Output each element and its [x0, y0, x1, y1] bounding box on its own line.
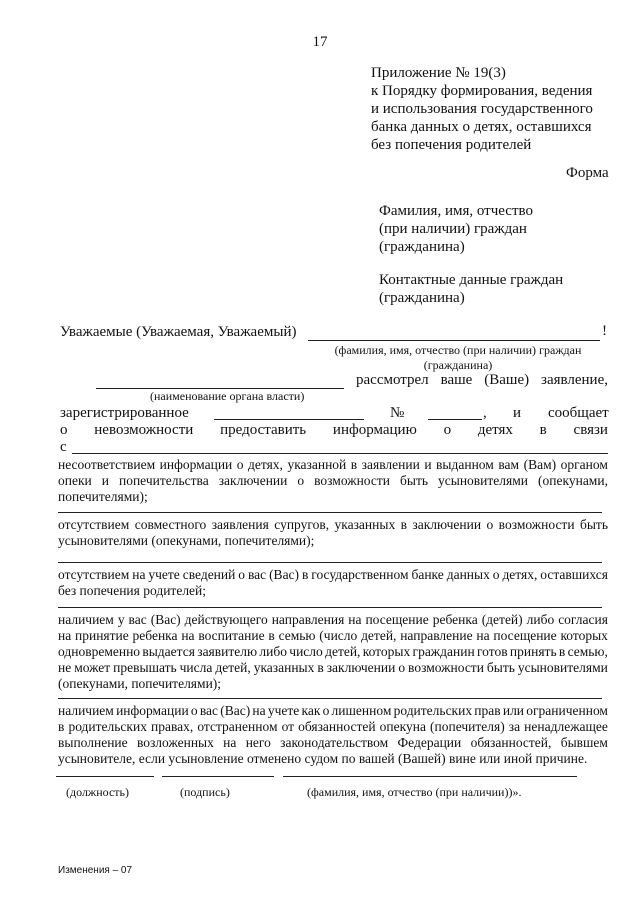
reason-word: о	[486, 517, 494, 532]
reason-word: в	[558, 644, 566, 659]
reason-deprived-rights	[58, 703, 608, 767]
greeting-name-field[interactable]	[308, 340, 600, 341]
registered-word: зарегистрированное	[60, 405, 189, 421]
reason-word: в	[350, 457, 358, 472]
reason-word: Федерации	[397, 735, 462, 750]
reason-word: возможности	[498, 517, 575, 532]
reason-word: (Вас)	[150, 612, 181, 627]
reason-word: несоответствием	[58, 457, 156, 472]
reason-word: может	[74, 660, 111, 675]
reason-word: быть	[579, 517, 608, 532]
position-field[interactable]	[56, 776, 154, 777]
and-word: и	[513, 405, 522, 421]
reason-word: бывшем	[560, 735, 608, 750]
reason-word: в	[301, 567, 309, 582]
reason-word: ненадлежащее	[524, 719, 608, 734]
reason-word: которых	[560, 628, 608, 643]
position-hint: (должность)	[66, 785, 129, 799]
reason-word: в	[400, 517, 407, 532]
reason-word: готов	[476, 644, 508, 659]
reason-word: правах,	[151, 719, 194, 734]
appendix-header	[371, 64, 593, 154]
reason-word: принять	[509, 644, 557, 659]
reason-word: заключении	[218, 473, 288, 488]
impossibility-word: о	[60, 422, 68, 438]
reason-word: оставшихся	[540, 567, 608, 582]
reviewed-row	[356, 371, 608, 389]
reason-word: усыновителями	[517, 660, 608, 675]
reason-word: родительских	[393, 703, 473, 718]
signature-field[interactable]	[162, 776, 274, 777]
reason-word: (Вам)	[523, 457, 557, 472]
reason-word: которых	[362, 644, 411, 659]
reason-word: обязанностей	[298, 719, 376, 734]
reason-word: указанных	[253, 660, 315, 675]
full-name-hint: (фамилия, имя, отчество (при наличии))».	[307, 785, 522, 799]
reviewed-word-3: (Ваше)	[484, 372, 530, 388]
registration-number-field[interactable]	[428, 419, 482, 420]
reason-word: опеки	[58, 473, 92, 488]
impossibility-word: информацию	[332, 422, 417, 438]
reason-word: о	[238, 567, 246, 582]
reason-word: в	[317, 660, 324, 675]
reason-word: о	[190, 703, 198, 718]
recipient-name-line: (при наличии) граждан	[379, 221, 527, 237]
reason-word: о	[398, 660, 406, 675]
greeting: Уважаемые (Уважаемая, Уважаемый)	[60, 324, 297, 340]
reason-word: него	[245, 735, 271, 750]
reason-word: семью,	[567, 644, 608, 659]
reason-word: вас	[199, 703, 219, 718]
reason-word: воспитание	[198, 628, 265, 643]
reason-word: наличием	[58, 703, 114, 718]
reason-word: ограниченном	[526, 703, 608, 718]
reviewed-word-2: ваше	[440, 372, 473, 388]
reason-word: государственном	[311, 567, 409, 582]
reason-word: отсутствием	[58, 567, 130, 582]
reason-word: детей,	[361, 628, 397, 643]
reason-word: не	[58, 660, 72, 675]
reason-word: на	[181, 628, 195, 643]
reason-line	[58, 703, 608, 719]
reason-last-line: усыновителе, если усыновление отменено судом по вашей (Вашей) вине или иной причине.	[58, 751, 588, 766]
appendix-line: без попечения родителей	[371, 137, 532, 153]
reason-word: усыновителями	[438, 473, 529, 488]
reason-word: законодательством	[280, 735, 389, 750]
reviewed-word-1: рассмотрел	[356, 372, 429, 388]
reason-word: принятие	[75, 628, 129, 643]
reason-word: возможности	[314, 473, 391, 488]
impossibility-word: предоставить	[220, 422, 307, 438]
reason-word: на	[476, 628, 490, 643]
reason-divider-3	[58, 607, 602, 608]
hint-authority: (наименование органа власти)	[150, 389, 305, 403]
reason-word: превышать	[113, 660, 177, 675]
reason-line	[58, 735, 608, 751]
reason-word: одновременно	[58, 644, 141, 659]
hint-name-1: (фамилия, имя, отчество (при наличии) граждан	[334, 343, 582, 357]
number-sign: №	[390, 405, 405, 421]
reason-word: от	[281, 719, 295, 734]
reason-word: родительских	[68, 719, 147, 734]
appendix-line: к Порядку формирования, ведения	[371, 83, 593, 99]
reason-word: быть	[486, 660, 515, 675]
reason-word: заявлении	[361, 457, 420, 472]
reason-word: совместного	[134, 517, 207, 532]
reason-field[interactable]	[72, 453, 608, 454]
reason-word: на	[252, 703, 266, 718]
reason-word: число	[289, 644, 323, 659]
recipient-contact-line: Контактные данные граждан	[379, 272, 564, 288]
reason-word: детей,	[215, 660, 251, 675]
reason-not-registered	[58, 567, 608, 599]
recipient-name-line: (гражданина)	[379, 239, 465, 255]
reason-word: семью	[278, 628, 316, 643]
reason-word: данных	[446, 567, 490, 582]
page-number: 17	[312, 34, 328, 50]
recipient-name-block	[379, 202, 533, 256]
reason-word: попечительства	[118, 473, 209, 488]
reason-word: детей,	[325, 644, 361, 659]
reason-word: выполнение	[58, 735, 128, 750]
impossibility-word: детях	[477, 422, 513, 438]
reason-word: направления	[271, 612, 345, 627]
reason-word: либо	[259, 644, 287, 659]
reason-word: выдается	[142, 644, 195, 659]
full-name-field[interactable]	[283, 776, 577, 777]
reason-word: указанной	[287, 457, 347, 472]
reason-last-line: усыновителями (опекунами, попечителями);	[58, 533, 315, 548]
reason-word: супругов,	[274, 517, 330, 532]
reason-divider-2	[58, 562, 602, 563]
impossibility-row	[60, 421, 608, 439]
reason-word: и	[424, 457, 432, 472]
reason-word: (Вас)	[220, 703, 251, 718]
reason-divider-4	[58, 698, 602, 699]
impossibility-word: невозможности	[94, 422, 194, 438]
reason-last-line: попечителями);	[58, 489, 148, 504]
reason-word: гражданин	[412, 644, 475, 659]
footer-changes: Изменения – 07	[58, 865, 133, 876]
appendix-line: банка данных о детях, оставшихся	[371, 119, 592, 135]
reason-word: сведений	[182, 567, 236, 582]
reason-line	[58, 660, 608, 676]
reason-word: как	[301, 703, 321, 718]
reason-word: и	[101, 473, 109, 488]
reason-mismatch	[58, 457, 608, 505]
reason-word: указанных	[334, 517, 396, 532]
reason-word: возложенных	[136, 735, 214, 750]
form-label: Форма	[566, 165, 609, 181]
reason-line	[58, 457, 608, 473]
reason-no-joint-application	[58, 517, 608, 549]
reason-line	[58, 567, 608, 583]
reason-word: информации	[159, 457, 233, 472]
recipient-contact-line: (гражданина)	[379, 290, 465, 306]
reason-word: числа	[179, 660, 213, 675]
reason-word: учете	[267, 703, 300, 718]
reason-word: направление	[400, 628, 473, 643]
reason-line	[58, 628, 608, 644]
reason-word: (опекунами,	[538, 473, 608, 488]
appendix-line: и использования государственного	[371, 101, 593, 117]
reason-word: наличием	[58, 612, 114, 627]
reason-word: заключении	[412, 517, 482, 532]
comma: ,	[483, 405, 487, 421]
reason-word: вас	[128, 612, 147, 627]
reason-word: учете	[148, 567, 180, 582]
recipient-contact-block	[379, 271, 563, 307]
reason-word: посещение	[365, 612, 429, 627]
reason-word: информации	[116, 703, 189, 718]
reason-word: прав	[474, 703, 501, 718]
reason-line	[58, 644, 608, 660]
reason-active-referral	[58, 612, 608, 692]
hint-name-2: (гражданина)	[423, 358, 493, 372]
reason-line	[58, 473, 608, 489]
reason-word: заявления	[211, 517, 269, 532]
reason-word: вам	[498, 457, 520, 472]
recipient-name-line: Фамилия, имя, отчество	[379, 203, 533, 219]
reason-word: посещение	[493, 628, 557, 643]
reason-word: обязанностей,	[470, 735, 552, 750]
reason-word: либо	[526, 612, 555, 627]
reason-word: на	[132, 567, 146, 582]
reason-word: действующего	[184, 612, 268, 627]
reason-line	[58, 612, 608, 628]
reason-word: о	[492, 567, 500, 582]
reason-word: заключении	[326, 660, 396, 675]
reason-word: на	[58, 628, 72, 643]
reason-word: о	[322, 703, 330, 718]
impossibility-word: в	[539, 422, 547, 438]
reason-word: опекуна	[379, 719, 426, 734]
reason-word: в	[268, 628, 275, 643]
reason-word: лишенном	[331, 703, 392, 718]
reason-word: в	[58, 719, 65, 734]
reason-word: детях,	[248, 457, 283, 472]
reason-word: (попечителя)	[430, 719, 505, 734]
exclamation-mark: !	[602, 323, 607, 339]
reason-word: о	[297, 473, 305, 488]
reason-word: быть	[400, 473, 429, 488]
reason-word: (детей)	[481, 612, 523, 627]
registration-date-field[interactable]	[214, 419, 364, 420]
reason-word: согласия	[558, 612, 608, 627]
reason-word: ребенка	[432, 612, 478, 627]
reason-word: отсутствием	[58, 517, 130, 532]
with-word: с	[60, 439, 67, 455]
reason-word: возможности	[408, 660, 484, 675]
reason-divider-1	[58, 512, 602, 513]
impossibility-word: связи	[573, 422, 608, 438]
reason-word: органом	[560, 457, 608, 472]
reason-word: банке	[411, 567, 444, 582]
reason-word: на	[348, 612, 362, 627]
reason-word: детях,	[502, 567, 538, 582]
reports-word: сообщает	[548, 405, 609, 421]
reason-word: на	[223, 735, 237, 750]
reason-last-line: без попечения родителей;	[58, 583, 207, 598]
reason-word: отстраненном	[197, 719, 278, 734]
reason-word: о	[236, 457, 244, 472]
reviewed-word-4: заявление,	[541, 372, 608, 388]
reason-word: за	[508, 719, 521, 734]
appendix-line: Приложение № 19(3)	[371, 65, 506, 81]
reason-line	[58, 719, 608, 735]
impossibility-word: о	[443, 422, 452, 438]
reason-word: заявителю	[197, 644, 258, 659]
reason-word: или	[502, 703, 525, 718]
signature-hint: (подпись)	[180, 785, 230, 799]
reason-word: (число	[319, 628, 358, 643]
reason-word: ребенка	[132, 628, 178, 643]
reason-word: вас	[247, 567, 267, 582]
reason-word: (Вас)	[269, 567, 300, 582]
reason-word: выданном	[436, 457, 494, 472]
reason-last-line: (опекунами, попечителями);	[58, 676, 222, 691]
reason-word: у	[117, 612, 125, 627]
reason-line	[58, 517, 608, 533]
